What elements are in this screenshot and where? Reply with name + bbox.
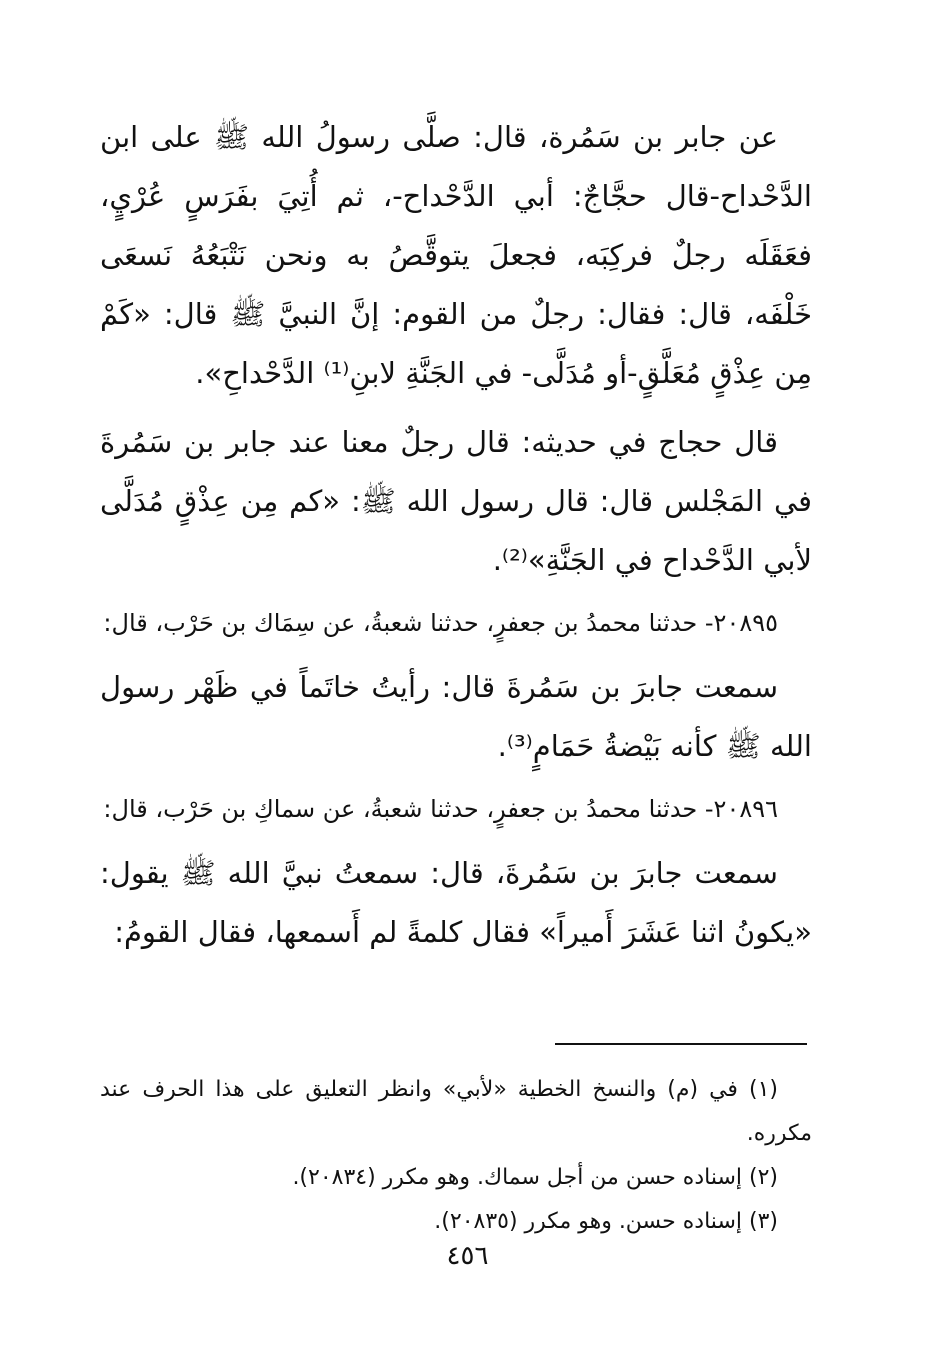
footnotes bbox=[100, 1068, 812, 1244]
hadith-20895-chain: ٢٠٨٩٥- حدثنا محمدُ بن جعفرٍ، حدثنا شعبةُ، عن سِمَاك بن حَرْب، قال: bbox=[103, 609, 778, 637]
footnote-1: (١) في (م) والنسخ الخطية «لأبي» وانظر التعليق على هذا الحرف عند مكرره. bbox=[100, 1077, 812, 1146]
paragraph-1: عن جابر بن سَمُرة، قال: صلَّى رسولُ الله ﷺ على ابن الدَّحْداح-قال حجَّاجٌ: أبي الدَّحْداح-، ثم أُتِيَ بفَرَسٍ عُرْيٍ، فعَقَلَه رجلٌ فركِبَه، فجعلَ يتوقَّصُ به ونحن نَتْبَعُهُ نَسعَى خَلْفَه، قال: فقال: رجلٌ من القوم: إنَّ النبيَّ ﷺ قال: «كَمْ مِن عِذْقٍ مُعَلَّقٍ-أو مُدَلَّى- في الجَنَّةِ لابنِ⁽¹⁾ الدَّحْداحِ». bbox=[100, 120, 812, 390]
footnote-2: (٢) إسناده حسن من أجل سماك. وهو مكرر (٢٠٨٣٤). bbox=[292, 1165, 778, 1190]
page-number: ٤٥٦ bbox=[446, 1241, 489, 1271]
footnote-3: (٣) إسناده حسن. وهو مكرر (٢٠٨٣٥). bbox=[434, 1209, 778, 1234]
hadith-20896-chain: ٢٠٨٩٦- حدثنا محمدُ بن جعفرٍ، حدثنا شعبةُ، عن سماكِ بن حَرْب، قال: bbox=[103, 795, 778, 823]
hadith-20895-text: سمعت جابرَ بن سَمُرةَ قال: رأيتُ خاتَماً في ظَهْر رسول الله ﷺ كأنه بَيْضةُ حَمَامٍ⁽³⁾. bbox=[100, 670, 812, 763]
hadith-20896-text: سمعت جابرَ بن سَمُرةَ، قال: سمعتُ نبيَّ الله ﷺ يقول: «يكونُ اثنا عَشَرَ أَميراً» فقال كلمةً لم أَسمعها، فقال القومُ: bbox=[100, 856, 812, 949]
page-body bbox=[100, 108, 812, 972]
paragraph-2: قال حجاج في حديثه: قال رجلٌ معنا عند جابر بن سَمُرةَ في المَجْلس قال: قال رسول الله ﷺ: «كم مِن عِذْقٍ مُدَلَّى لأبي الدَّحْداح في الجَنَّةِ»⁽²⁾. bbox=[100, 425, 812, 577]
footnote-divider bbox=[555, 1043, 807, 1045]
